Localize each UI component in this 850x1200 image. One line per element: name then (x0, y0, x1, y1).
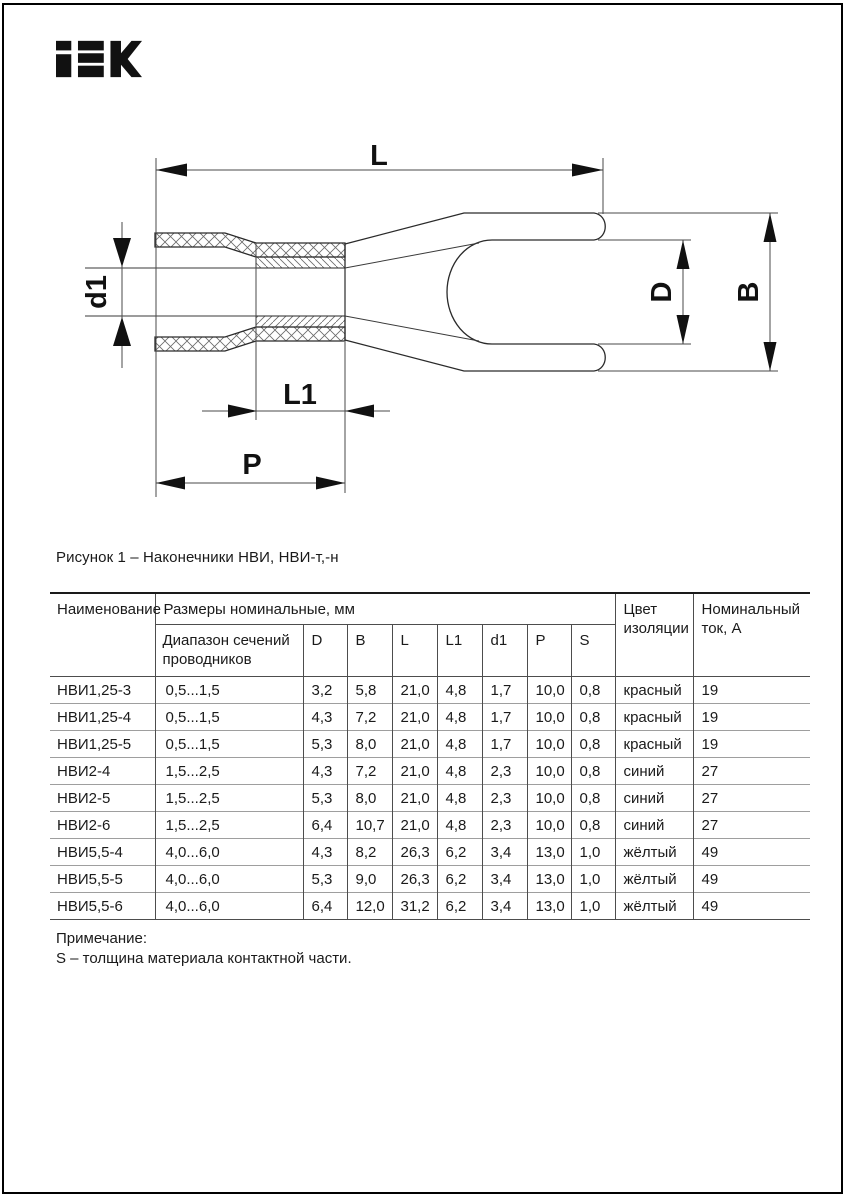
cell-B: 12,0 (347, 893, 392, 920)
cell-L: 21,0 (392, 677, 437, 704)
cell-current: 49 (693, 866, 810, 893)
cell-L: 21,0 (392, 812, 437, 839)
note-title: Примечание: (56, 930, 147, 947)
cell-name: НВИ2-5 (50, 785, 155, 812)
cell-color: красный (615, 731, 693, 758)
cell-current: 19 (693, 731, 810, 758)
table-row (50, 893, 810, 920)
cell-L1: 6,2 (437, 866, 482, 893)
cell-name: НВИ1,25-4 (50, 704, 155, 731)
cell-P: 13,0 (527, 866, 571, 893)
dim-label-B: B (733, 281, 765, 303)
col-header-L1: L1 (437, 625, 482, 677)
table-row (50, 758, 810, 785)
insulation-sleeve-bottom (155, 327, 345, 351)
cell-range: 0,5...1,5 (155, 704, 303, 731)
cell-range: 1,5...2,5 (155, 812, 303, 839)
cell-L1: 4,8 (437, 812, 482, 839)
dimension-B (598, 213, 778, 371)
table-row (50, 731, 810, 758)
cell-L: 21,0 (392, 704, 437, 731)
spec-table (50, 592, 810, 920)
cell-color: жёлтый (615, 893, 693, 920)
dim-label-L1: L1 (283, 379, 317, 411)
col-header-name: Наименование (57, 601, 161, 618)
cell-D: 3,2 (303, 677, 347, 704)
wire-hole-lines (85, 268, 345, 316)
cell-S: 0,8 (571, 758, 615, 785)
col-header-S: S (571, 625, 615, 677)
cell-current: 19 (693, 704, 810, 731)
col-header-range: Диапазон сечений проводников (155, 625, 303, 677)
cell-color: синий (615, 758, 693, 785)
dimension-P (156, 449, 345, 490)
cell-S: 1,0 (571, 866, 615, 893)
cell-L: 26,3 (392, 839, 437, 866)
cell-P: 10,0 (527, 785, 571, 812)
dimension-L1 (202, 243, 390, 493)
cell-range: 0,5...1,5 (155, 677, 303, 704)
cell-P: 10,0 (527, 704, 571, 731)
table-row (50, 704, 810, 731)
cell-S: 1,0 (571, 893, 615, 920)
cell-B: 7,2 (347, 704, 392, 731)
cell-D: 5,3 (303, 866, 347, 893)
dim-label-d1: d1 (81, 275, 113, 309)
note-text: S – толщина материала контактной части. (56, 949, 352, 967)
cell-color: жёлтый (615, 839, 693, 866)
dimension-d1 (81, 222, 131, 368)
cell-D: 4,3 (303, 839, 347, 866)
cell-S: 1,0 (571, 839, 615, 866)
cell-L1: 4,8 (437, 704, 482, 731)
table-row (50, 812, 810, 839)
cell-name: НВИ2-4 (50, 758, 155, 785)
table-row (50, 785, 810, 812)
cell-D: 5,3 (303, 731, 347, 758)
note (56, 929, 352, 968)
col-header-B: B (347, 625, 392, 677)
table-row (50, 677, 810, 704)
cell-range: 4,0...6,0 (155, 839, 303, 866)
col-header-dims-group: Размеры номинальные, мм (155, 593, 615, 625)
cell-range: 1,5...2,5 (155, 785, 303, 812)
dimension-L (156, 140, 603, 497)
cell-current: 49 (693, 893, 810, 920)
dim-label-D: D (646, 281, 678, 303)
cell-color: жёлтый (615, 866, 693, 893)
cell-D: 4,3 (303, 758, 347, 785)
cell-L: 21,0 (392, 731, 437, 758)
cell-P: 10,0 (527, 758, 571, 785)
dim-label-L: L (370, 140, 388, 172)
cell-color: красный (615, 677, 693, 704)
cell-name: НВИ5,5-5 (50, 866, 155, 893)
col-header-d1: d1 (482, 625, 527, 677)
dimension-D (598, 240, 691, 344)
col-header-P: P (527, 625, 571, 677)
cell-current: 49 (693, 839, 810, 866)
cell-L1: 6,2 (437, 839, 482, 866)
cell-d1: 2,3 (482, 758, 527, 785)
cell-B: 10,7 (347, 812, 392, 839)
cell-name: НВИ5,5-6 (50, 893, 155, 920)
cell-L1: 4,8 (437, 677, 482, 704)
cell-P: 10,0 (527, 731, 571, 758)
metal-barrel-top (256, 257, 345, 268)
cell-B: 8,0 (347, 785, 392, 812)
fork-outline (345, 213, 605, 371)
cell-d1: 2,3 (482, 785, 527, 812)
cell-L: 21,0 (392, 785, 437, 812)
cell-S: 0,8 (571, 785, 615, 812)
cell-S: 0,8 (571, 704, 615, 731)
cell-L: 31,2 (392, 893, 437, 920)
cell-S: 0,8 (571, 731, 615, 758)
col-header-color: Цвет изоляции (615, 593, 693, 677)
table-row (50, 839, 810, 866)
cell-L: 26,3 (392, 866, 437, 893)
cell-B: 8,2 (347, 839, 392, 866)
cell-range: 1,5...2,5 (155, 758, 303, 785)
cell-d1: 3,4 (482, 893, 527, 920)
cell-current: 27 (693, 758, 810, 785)
cell-B: 8,0 (347, 731, 392, 758)
cell-L1: 4,8 (437, 731, 482, 758)
cell-range: 0,5...1,5 (155, 731, 303, 758)
cell-L: 21,0 (392, 758, 437, 785)
metal-barrel-bottom (256, 316, 345, 327)
spec-table-header (50, 593, 810, 677)
cell-range: 4,0...6,0 (155, 893, 303, 920)
dim-label-P: P (242, 449, 262, 481)
cell-L1: 4,8 (437, 785, 482, 812)
cell-D: 4,3 (303, 704, 347, 731)
cell-range: 4,0...6,0 (155, 866, 303, 893)
cell-P: 13,0 (527, 893, 571, 920)
cell-d1: 3,4 (482, 866, 527, 893)
cell-P: 13,0 (527, 839, 571, 866)
cell-P: 10,0 (527, 677, 571, 704)
cell-B: 5,8 (347, 677, 392, 704)
cell-B: 7,2 (347, 758, 392, 785)
cell-L1: 4,8 (437, 758, 482, 785)
cell-S: 0,8 (571, 812, 615, 839)
cell-current: 19 (693, 677, 810, 704)
cell-name: НВИ1,25-5 (50, 731, 155, 758)
cell-current: 27 (693, 812, 810, 839)
cell-d1: 3,4 (482, 839, 527, 866)
cell-D: 6,4 (303, 812, 347, 839)
cell-L1: 6,2 (437, 893, 482, 920)
cell-name: НВИ2-6 (50, 812, 155, 839)
cell-current: 27 (693, 785, 810, 812)
cell-d1: 1,7 (482, 731, 527, 758)
cell-name: НВИ1,25-3 (57, 681, 132, 699)
cell-color: синий (615, 812, 693, 839)
cell-d1: 1,7 (482, 677, 527, 704)
col-header-L: L (392, 625, 437, 677)
cell-d1: 1,7 (482, 704, 527, 731)
cell-d1: 2,3 (482, 812, 527, 839)
cell-name: НВИ5,5-4 (50, 839, 155, 866)
cell-color: синий (615, 785, 693, 812)
col-header-current: Номинальный ток, А (693, 593, 810, 677)
cell-D: 6,4 (303, 893, 347, 920)
figure-caption: Рисунок 1 – Наконечники НВИ, НВИ-т,-н (56, 549, 339, 566)
col-header-D: D (303, 625, 347, 677)
cell-B: 9,0 (347, 866, 392, 893)
cell-D: 5,3 (303, 785, 347, 812)
table-row (50, 866, 810, 893)
spec-table-body (50, 677, 810, 920)
insulation-sleeve-top (155, 233, 345, 257)
figure-drawing (0, 0, 850, 530)
cell-P: 10,0 (527, 812, 571, 839)
cell-S: 0,8 (571, 677, 615, 704)
cell-color: красный (615, 704, 693, 731)
